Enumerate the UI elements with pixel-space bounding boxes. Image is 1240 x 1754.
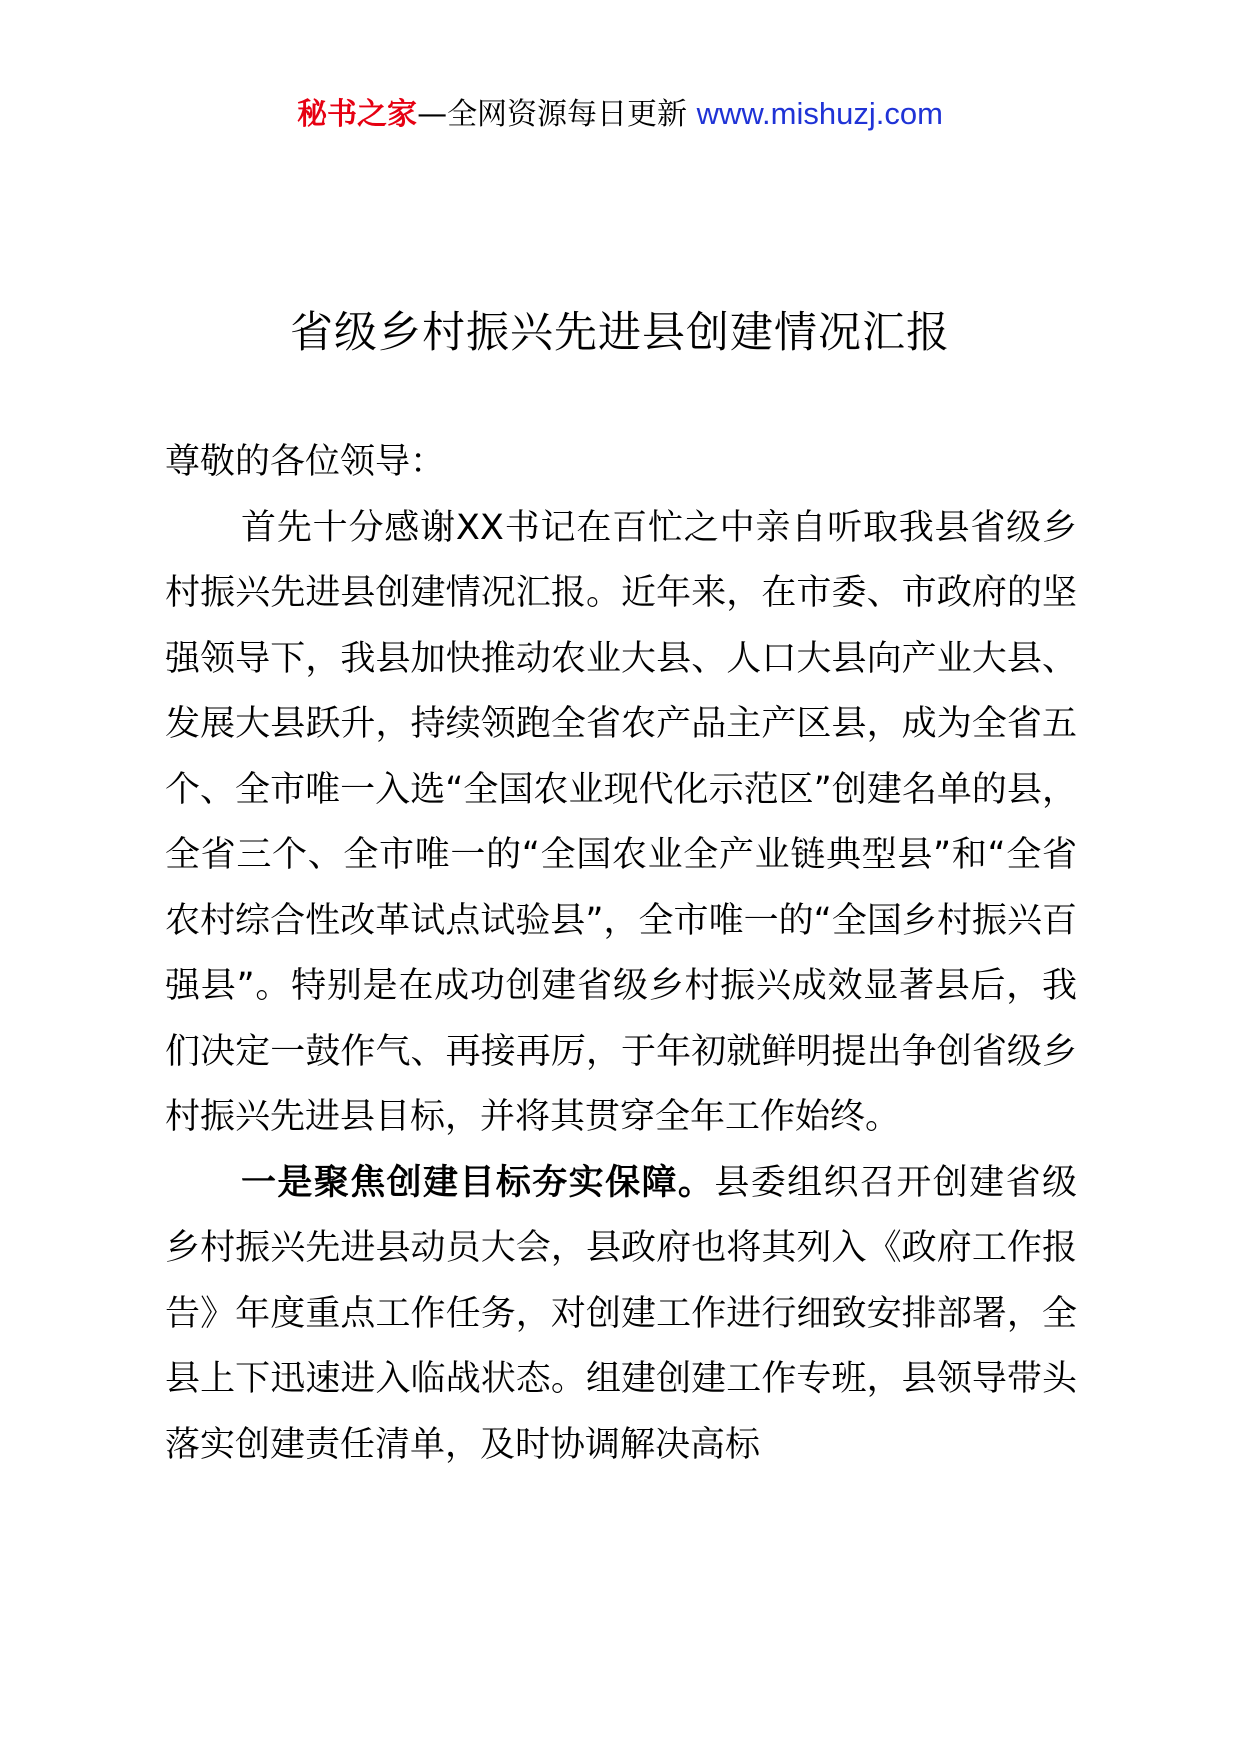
site-header [0,94,1240,135]
paragraph-heading: 一是聚焦创建目标夯实保障。 [241,1162,715,1203]
paragraph-text: 县委组织召开创建省级乡村振兴先进县动员大会，县政府也将其列入《政府工作报告》年度重点工作任务，对创建工作进行细致安排部署，全县上下迅速进入临战状态。组建创建工作专班，县领导带头落实创建责任清单，及时协调解决高标 [165,1162,1077,1465]
paragraph [165,1151,1077,1479]
paragraph: 首先十分感谢XX书记在百忙之中亲自听取我县省级乡村振兴先进县创建情况汇报。近年来，在市委、市政府的坚强领导下，我县加快推动农业大县、人口大县向产业大县、发展大县跃升，持续领跑全省农产品主产区县，成为全省五个、全市唯一入选“全国农业现代化示范区”创建名单的县，全省三个、全市唯一的“全国农业全产业链典型县”和“全省农村综合性改革试点试验县”，全市唯一的“全国乡村振兴百强县”。特别是在成功创建省级乡村振兴成效显著县后，我们决定一鼓作气、再接再厉，于年初就鲜明提出争创省级乡村振兴先进县目标，并将其贯穿全年工作始终。 [165,507,1077,1137]
header-tagline: —全网资源每日更新 [417,97,697,132]
document-body [165,430,1077,1478]
salutation: 尊敬的各位领导： [165,442,446,482]
brand-name: 秘书之家 [297,97,418,132]
document-title: 省级乡村振兴先进县创建情况汇报 [290,308,950,358]
website-url[interactable]: www.mishuzj.com [696,96,943,131]
